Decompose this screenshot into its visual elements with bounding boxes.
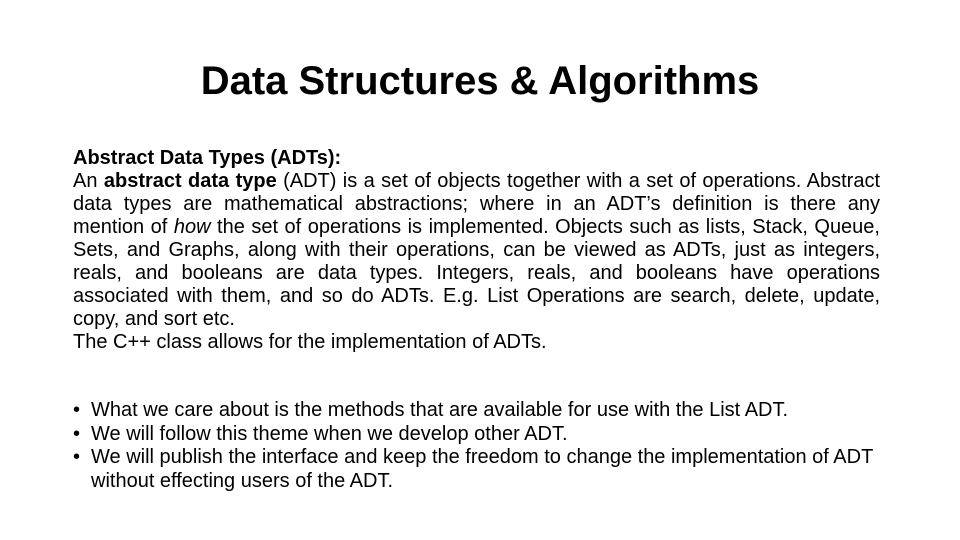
bullet-text: We will publish the interface and keep the freedom to change the implementation of ADT without effecting users of the ADT. [91,446,873,492]
bullet-icon: • [73,446,81,468]
list-item [73,399,880,423]
bullet-text: We will follow this theme when we develop other ADT. [91,422,568,445]
paragraph-text-2: (ADT) is a set of objects together with a set of operations. Abstract data types are mathematical abstractions; where in an ADT’s definition is there any mention of [73,170,881,238]
bullet-icon: • [73,399,81,421]
paragraph-text-3: the set of operations is implemented. Objects such as lists, Stack, Queue, Sets, and Graphs, along with their operations, can be viewed as ADTs, just as integers, reals, and booleans are data types. Integers, reals, and booleans have operations associated with them, and so do ADTs. E.g. List Operations are search, delete, update, copy, and sort etc. [73,216,880,330]
body-text [73,147,880,354]
list-item [73,423,880,447]
bullet-list [73,399,880,493]
bold-term: abstract data type [103,170,277,192]
paragraph-text-1: An [73,170,104,192]
bullet-icon: • [73,422,81,445]
section-heading: Abstract Data Types (ADTs): [73,147,342,169]
adt-definition-paragraph [73,170,880,331]
bullet-text: What we care about is the methods that are available for use with the List ADT. [91,399,789,421]
italic-word: how [173,216,211,238]
list-item [73,446,880,493]
closing-line: The C++ class allows for the implementation of ADTs. [73,331,547,353]
slide-title: Data Structures & Algorithms [200,59,760,103]
